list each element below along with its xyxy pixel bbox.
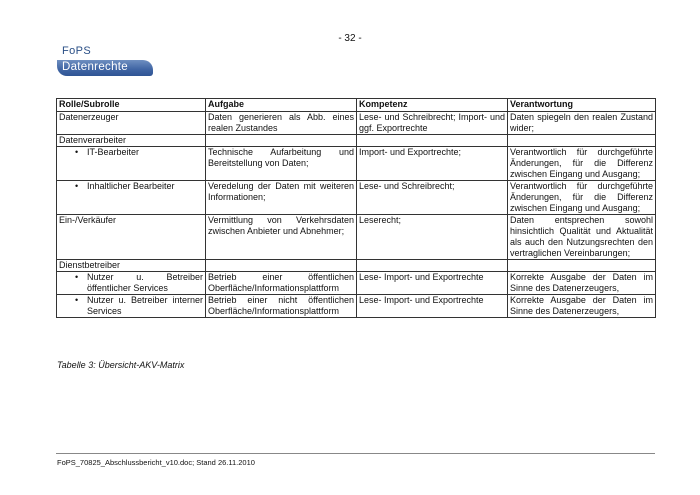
logo-top-band: [57, 45, 153, 59]
task-cell: Vermittlung von Verkehrsdaten zwischen Anbieter und Abnehmer;: [206, 215, 357, 260]
bullet-icon: •: [75, 295, 79, 305]
responsibility-cell: Korrekte Ausgabe der Daten im Sinne des Datenerzeugers,: [508, 272, 656, 295]
competence-cell: Leserecht;: [357, 215, 508, 260]
table-row: [57, 272, 656, 295]
role-cell: [57, 147, 206, 181]
competence-cell: Lese- und Schreibrecht;: [357, 181, 508, 215]
table-row: [57, 147, 656, 181]
competence-cell: Lese- Import- und Exportrechte: [357, 272, 508, 295]
task-cell: Technische Aufarbeitung und Bereitstellung von Daten;: [206, 147, 357, 181]
role-label: IT-Bearbeiter: [87, 147, 140, 157]
responsibility-cell: Daten entsprechen sowohl hinsichtlich Qualität und Aktualität als auch den Nutzungsrechten den vertraglichen Vereinbarungen;: [508, 215, 656, 260]
responsibility-cell: [508, 135, 656, 147]
role-cell: Datenverarbeiter: [57, 135, 206, 147]
role-cell: [57, 272, 206, 295]
competence-cell: Import- und Exportrechte;: [357, 147, 508, 181]
table-row: [57, 295, 656, 318]
footer-text: FoPS_70825_Abschlussbericht_v10.doc; Stand 26.11.2010: [57, 458, 255, 467]
competence-cell: Lese- und Schreibrecht; Import- und ggf. Exportrechte: [357, 112, 508, 135]
task-cell: [206, 260, 357, 272]
role-cell: [57, 181, 206, 215]
role-cell: Dienstbetreiber: [57, 260, 206, 272]
fops-logo: [57, 45, 153, 76]
task-cell: Veredelung der Daten mit weiteren Informationen;: [206, 181, 357, 215]
table-header-row: [57, 99, 656, 112]
table-row: [57, 112, 656, 135]
task-cell: [206, 135, 357, 147]
competence-cell: Lese- Import- und Exportrechte: [357, 295, 508, 318]
akv-matrix-table: [56, 98, 656, 318]
task-cell: Betrieb einer nicht öffentlichen Oberfläche/Informationsplattform: [206, 295, 357, 318]
header-competence: Kompetenz: [357, 99, 508, 112]
header-responsibility: Verantwortung: [508, 99, 656, 112]
responsibility-cell: Verantwortlich für durchgeführte Änderungen, für die Differenz zwischen Eingang und Ausgang;: [508, 147, 656, 181]
responsibility-cell: Korrekte Ausgabe der Daten im Sinne des Datenerzeugers,: [508, 295, 656, 318]
bullet-icon: •: [75, 272, 79, 282]
logo-bottom-text: Datenrechte: [62, 61, 128, 73]
bullet-icon: •: [75, 147, 79, 157]
role-cell: [57, 295, 206, 318]
bullet-icon: •: [75, 181, 79, 191]
role-label: Nutzer u. Betreiber interner Services: [87, 295, 203, 316]
competence-cell: [357, 260, 508, 272]
role-cell: Datenerzeuger: [57, 112, 206, 135]
logo-top-text: FoPS: [62, 45, 92, 57]
header-role: Rolle/Subrolle: [57, 99, 206, 112]
page-number: - 32 -: [338, 33, 362, 44]
header-task: Aufgabe: [206, 99, 357, 112]
role-label: Inhaltlicher Bearbeiter: [87, 181, 175, 191]
responsibility-cell: Daten spiegeln den realen Zustand wider;: [508, 112, 656, 135]
responsibility-cell: Verantwortlich für durchgeführte Änderungen, für die Differenz zwischen Eingang und Ausgang;: [508, 181, 656, 215]
competence-cell: [357, 135, 508, 147]
task-cell: Betrieb einer öffentlichen Oberfläche/Informationsplattform: [206, 272, 357, 295]
responsibility-cell: [508, 260, 656, 272]
table-caption: Tabelle 3: Übersicht-AKV-Matrix: [57, 360, 185, 370]
footer-divider: [56, 453, 655, 454]
role-label: Nutzer u. Betreiber öffentlicher Services: [87, 272, 203, 293]
table-row: [57, 181, 656, 215]
table-row: [57, 260, 656, 272]
task-cell: Daten generieren als Abb. eines realen Zustandes: [206, 112, 357, 135]
logo-bottom-band: [57, 60, 153, 76]
table-row: [57, 135, 656, 147]
table-row: [57, 215, 656, 260]
role-cell: Ein-/Verkäufer: [57, 215, 206, 260]
